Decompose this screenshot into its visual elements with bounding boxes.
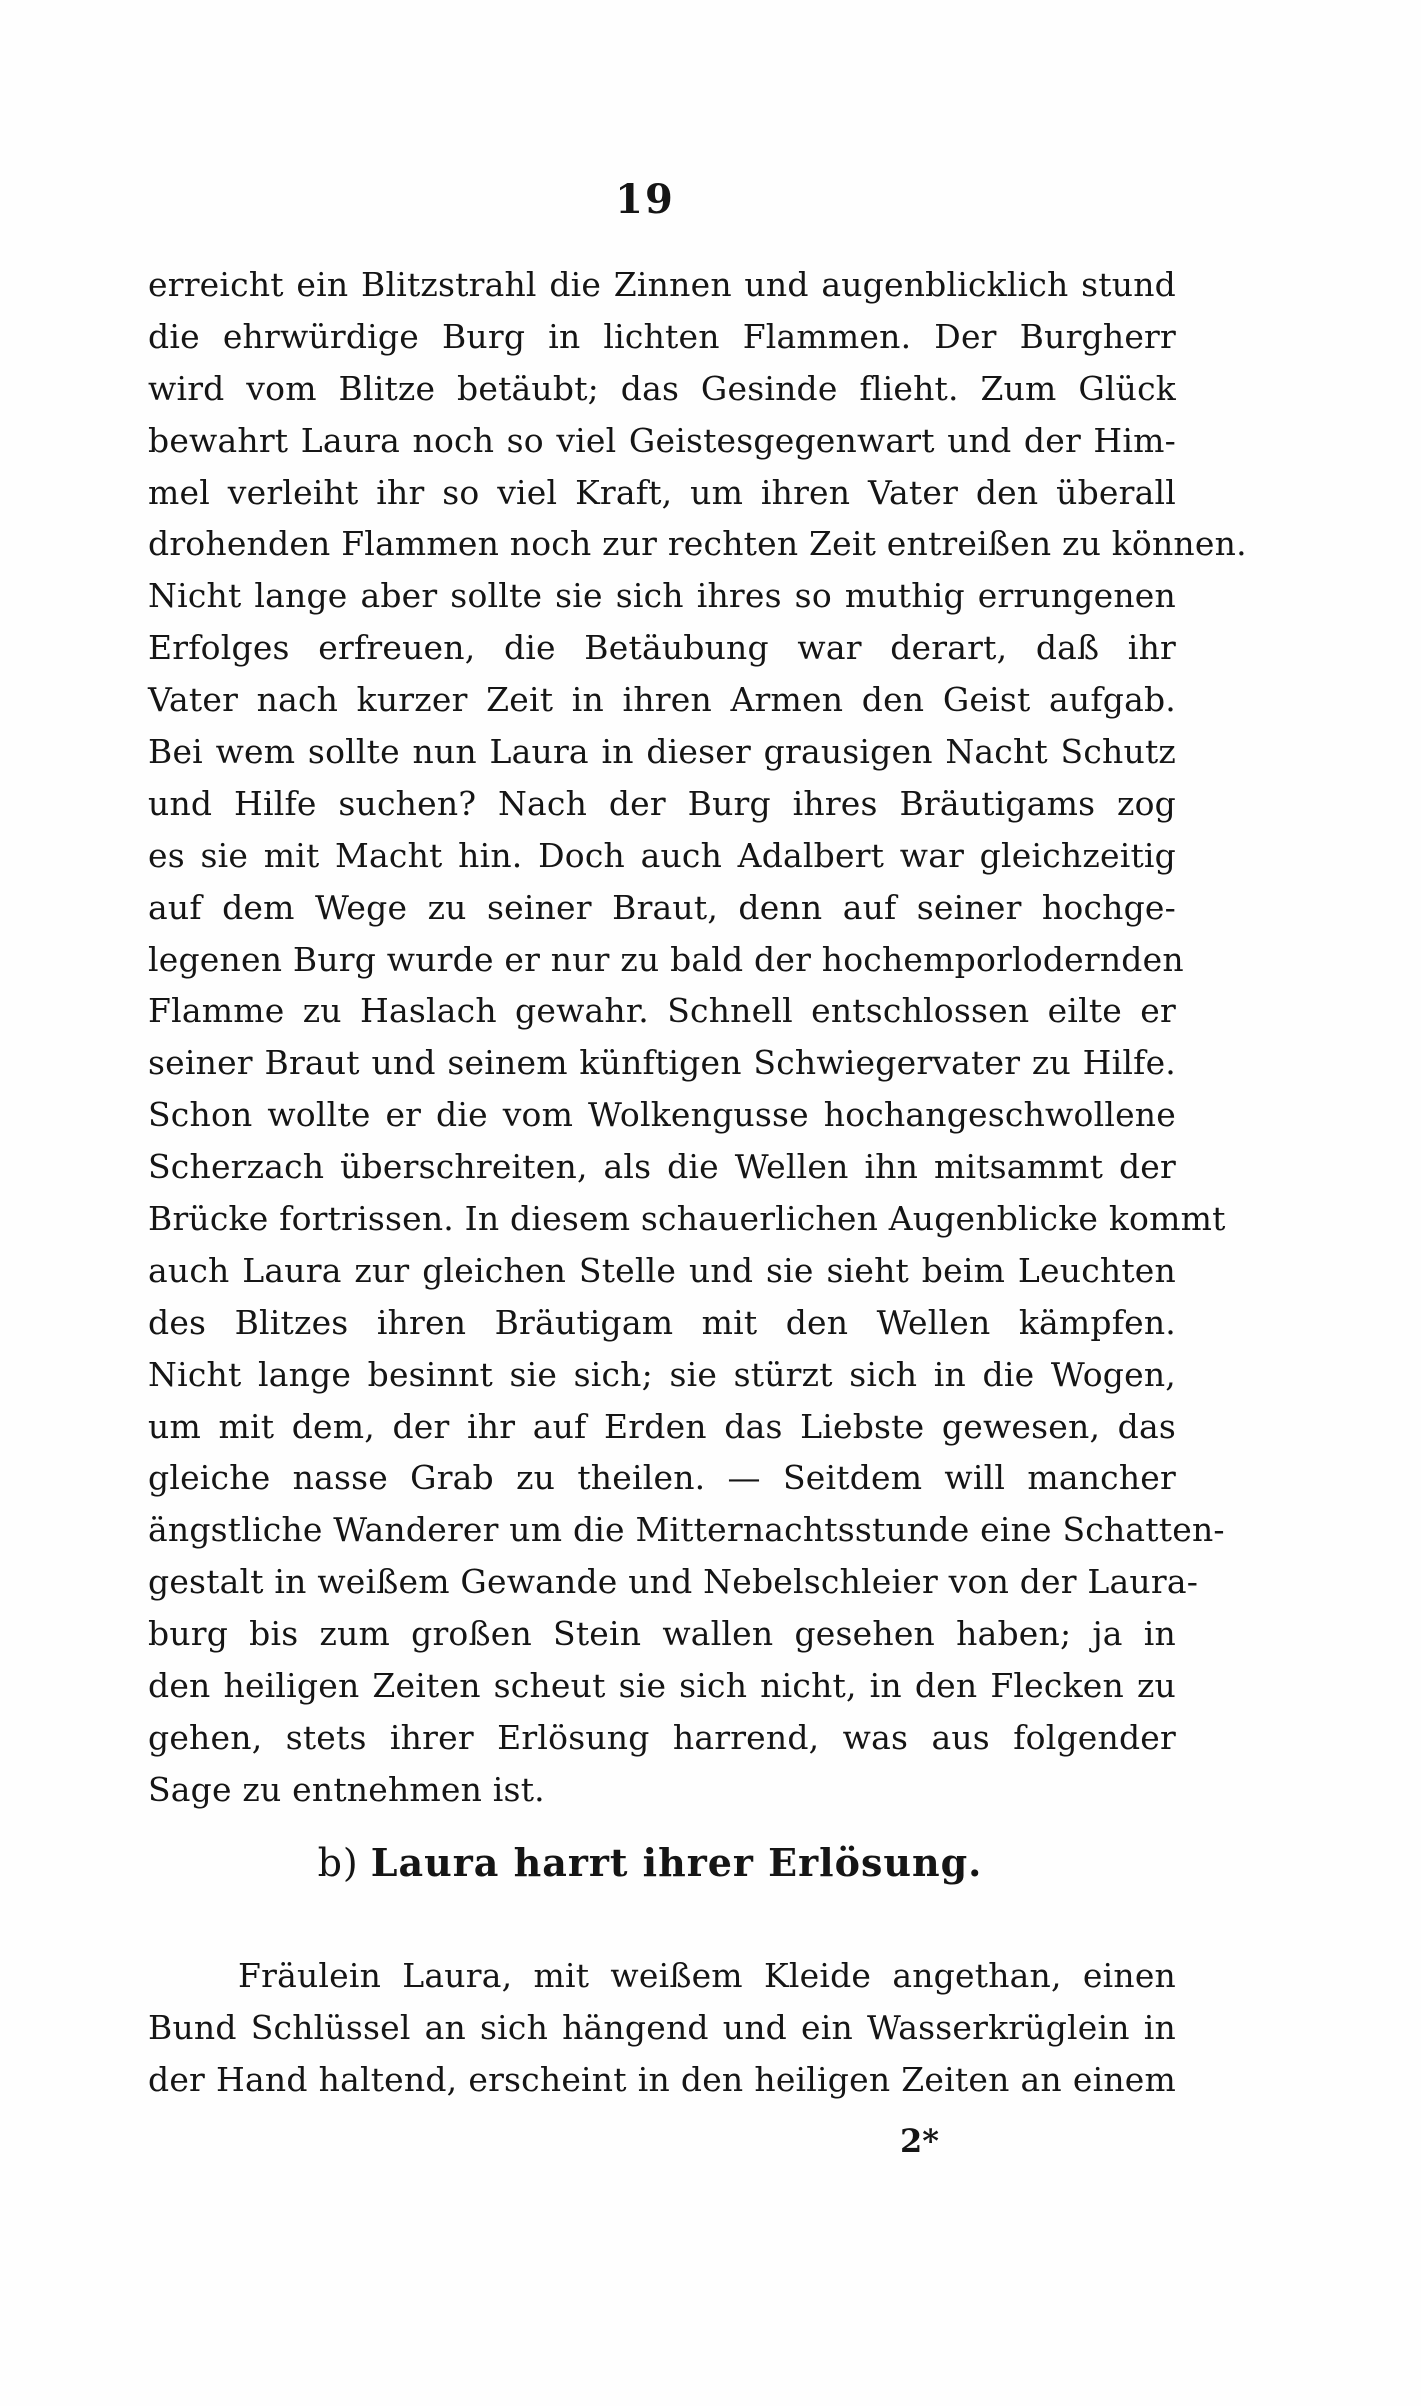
text-line: Bund Schlüssel an sich hängend und ein Wasserkrüglein in xyxy=(148,2007,1176,2047)
text-line: Flamme zu Haslach gewahr. Schnell entschlossen eilte er xyxy=(148,991,1176,1031)
text-line: wird vom Blitze betäubt; das Gesinde flieht. Zum Glück xyxy=(148,368,1176,408)
text-line: seiner Braut und seinem künftigen Schwiegervater zu Hilfe. xyxy=(148,1043,1176,1083)
body-paragraph-2 xyxy=(148,1950,1176,2106)
text-line: auch Laura zur gleichen Stelle und sie sieht beim Leuchten xyxy=(148,1250,1176,1290)
text-line: bewahrt Laura noch so viel Geistesgegenwart und der Him- xyxy=(148,420,1176,460)
text-line: ängstliche Wanderer um die Mitternachtsstunde eine Schatten- xyxy=(148,1510,1225,1550)
text-line: um mit dem, der ihr auf Erden das Liebste gewesen, das xyxy=(148,1406,1176,1446)
text-line: Vater nach kurzer Zeit in ihren Armen den Geist aufgab. xyxy=(148,680,1176,720)
text-line: Nicht lange besinnt sie sich; sie stürzt sich in die Wogen, xyxy=(148,1354,1176,1394)
text-line: Erfolges erfreuen, die Betäubung war derart, daß ihr xyxy=(148,628,1176,668)
text-line: es sie mit Macht hin. Doch auch Adalbert war gleichzeitig xyxy=(148,835,1176,875)
text-line: gehen, stets ihrer Erlösung harrend, was aus folgender xyxy=(148,1717,1176,1757)
text-line: mel verleiht ihr so viel Kraft, um ihren Vater den überall xyxy=(148,472,1176,512)
text-line: erreicht ein Blitzstrahl die Zinnen und augenblicklich stund xyxy=(148,265,1176,304)
text-line: die ehrwürdige Burg in lichten Flammen. Der Burgherr xyxy=(148,316,1176,356)
body-paragraph-1 xyxy=(148,259,1247,1816)
section-heading-prefix: b) xyxy=(317,1841,359,1885)
text-line: den heiligen Zeiten scheut sie sich nicht, in den Flecken zu xyxy=(148,1666,1176,1706)
section-heading-title: Laura harrt ihrer Erlösung. xyxy=(370,1840,983,1885)
text-line: Fräulein Laura, mit weißem Kleide angethan, einen xyxy=(238,1956,1176,1995)
text-line: Bei wem sollte nun Laura in dieser grausigen Nacht Schutz xyxy=(148,732,1176,772)
signature-mark: 2* xyxy=(900,2122,939,2160)
text-line: der Hand haltend, erscheint in den heiligen Zeiten an einem xyxy=(148,2059,1176,2099)
text-line: Nicht lange aber sollte sie sich ihres so muthig errungenen xyxy=(148,576,1176,616)
text-line: Sage zu entnehmen ist. xyxy=(148,1769,545,1809)
text-line: Brücke fortrissen. In diesem schauerlichen Augenblicke kommt xyxy=(148,1199,1226,1239)
text-line: Schon wollte er die vom Wolkengusse hochangeschwollene xyxy=(148,1095,1176,1135)
page-number: 19 xyxy=(615,176,675,223)
text-line: und Hilfe suchen? Nach der Burg ihres Bräutigams zog xyxy=(148,783,1176,823)
section-heading xyxy=(0,1840,1300,1885)
text-line: drohenden Flammen noch zur rechten Zeit entreißen zu können. xyxy=(148,524,1247,564)
text-line: Scherzach überschreiten, als die Wellen ihn mitsammt der xyxy=(148,1147,1176,1187)
text-line: auf dem Wege zu seiner Braut, denn auf seiner hochge- xyxy=(148,887,1176,927)
text-line: legenen Burg wurde er nur zu bald der hochemporlodernden xyxy=(148,939,1184,979)
text-line: burg bis zum großen Stein wallen gesehen haben; ja in xyxy=(148,1614,1176,1654)
text-line: gleiche nasse Grab zu theilen. — Seitdem will mancher xyxy=(148,1458,1176,1498)
text-line: gestalt in weißem Gewande und Nebelschleier von der Laura- xyxy=(148,1562,1199,1602)
text-line: des Blitzes ihren Bräutigam mit den Wellen kämpfen. xyxy=(148,1302,1176,1342)
